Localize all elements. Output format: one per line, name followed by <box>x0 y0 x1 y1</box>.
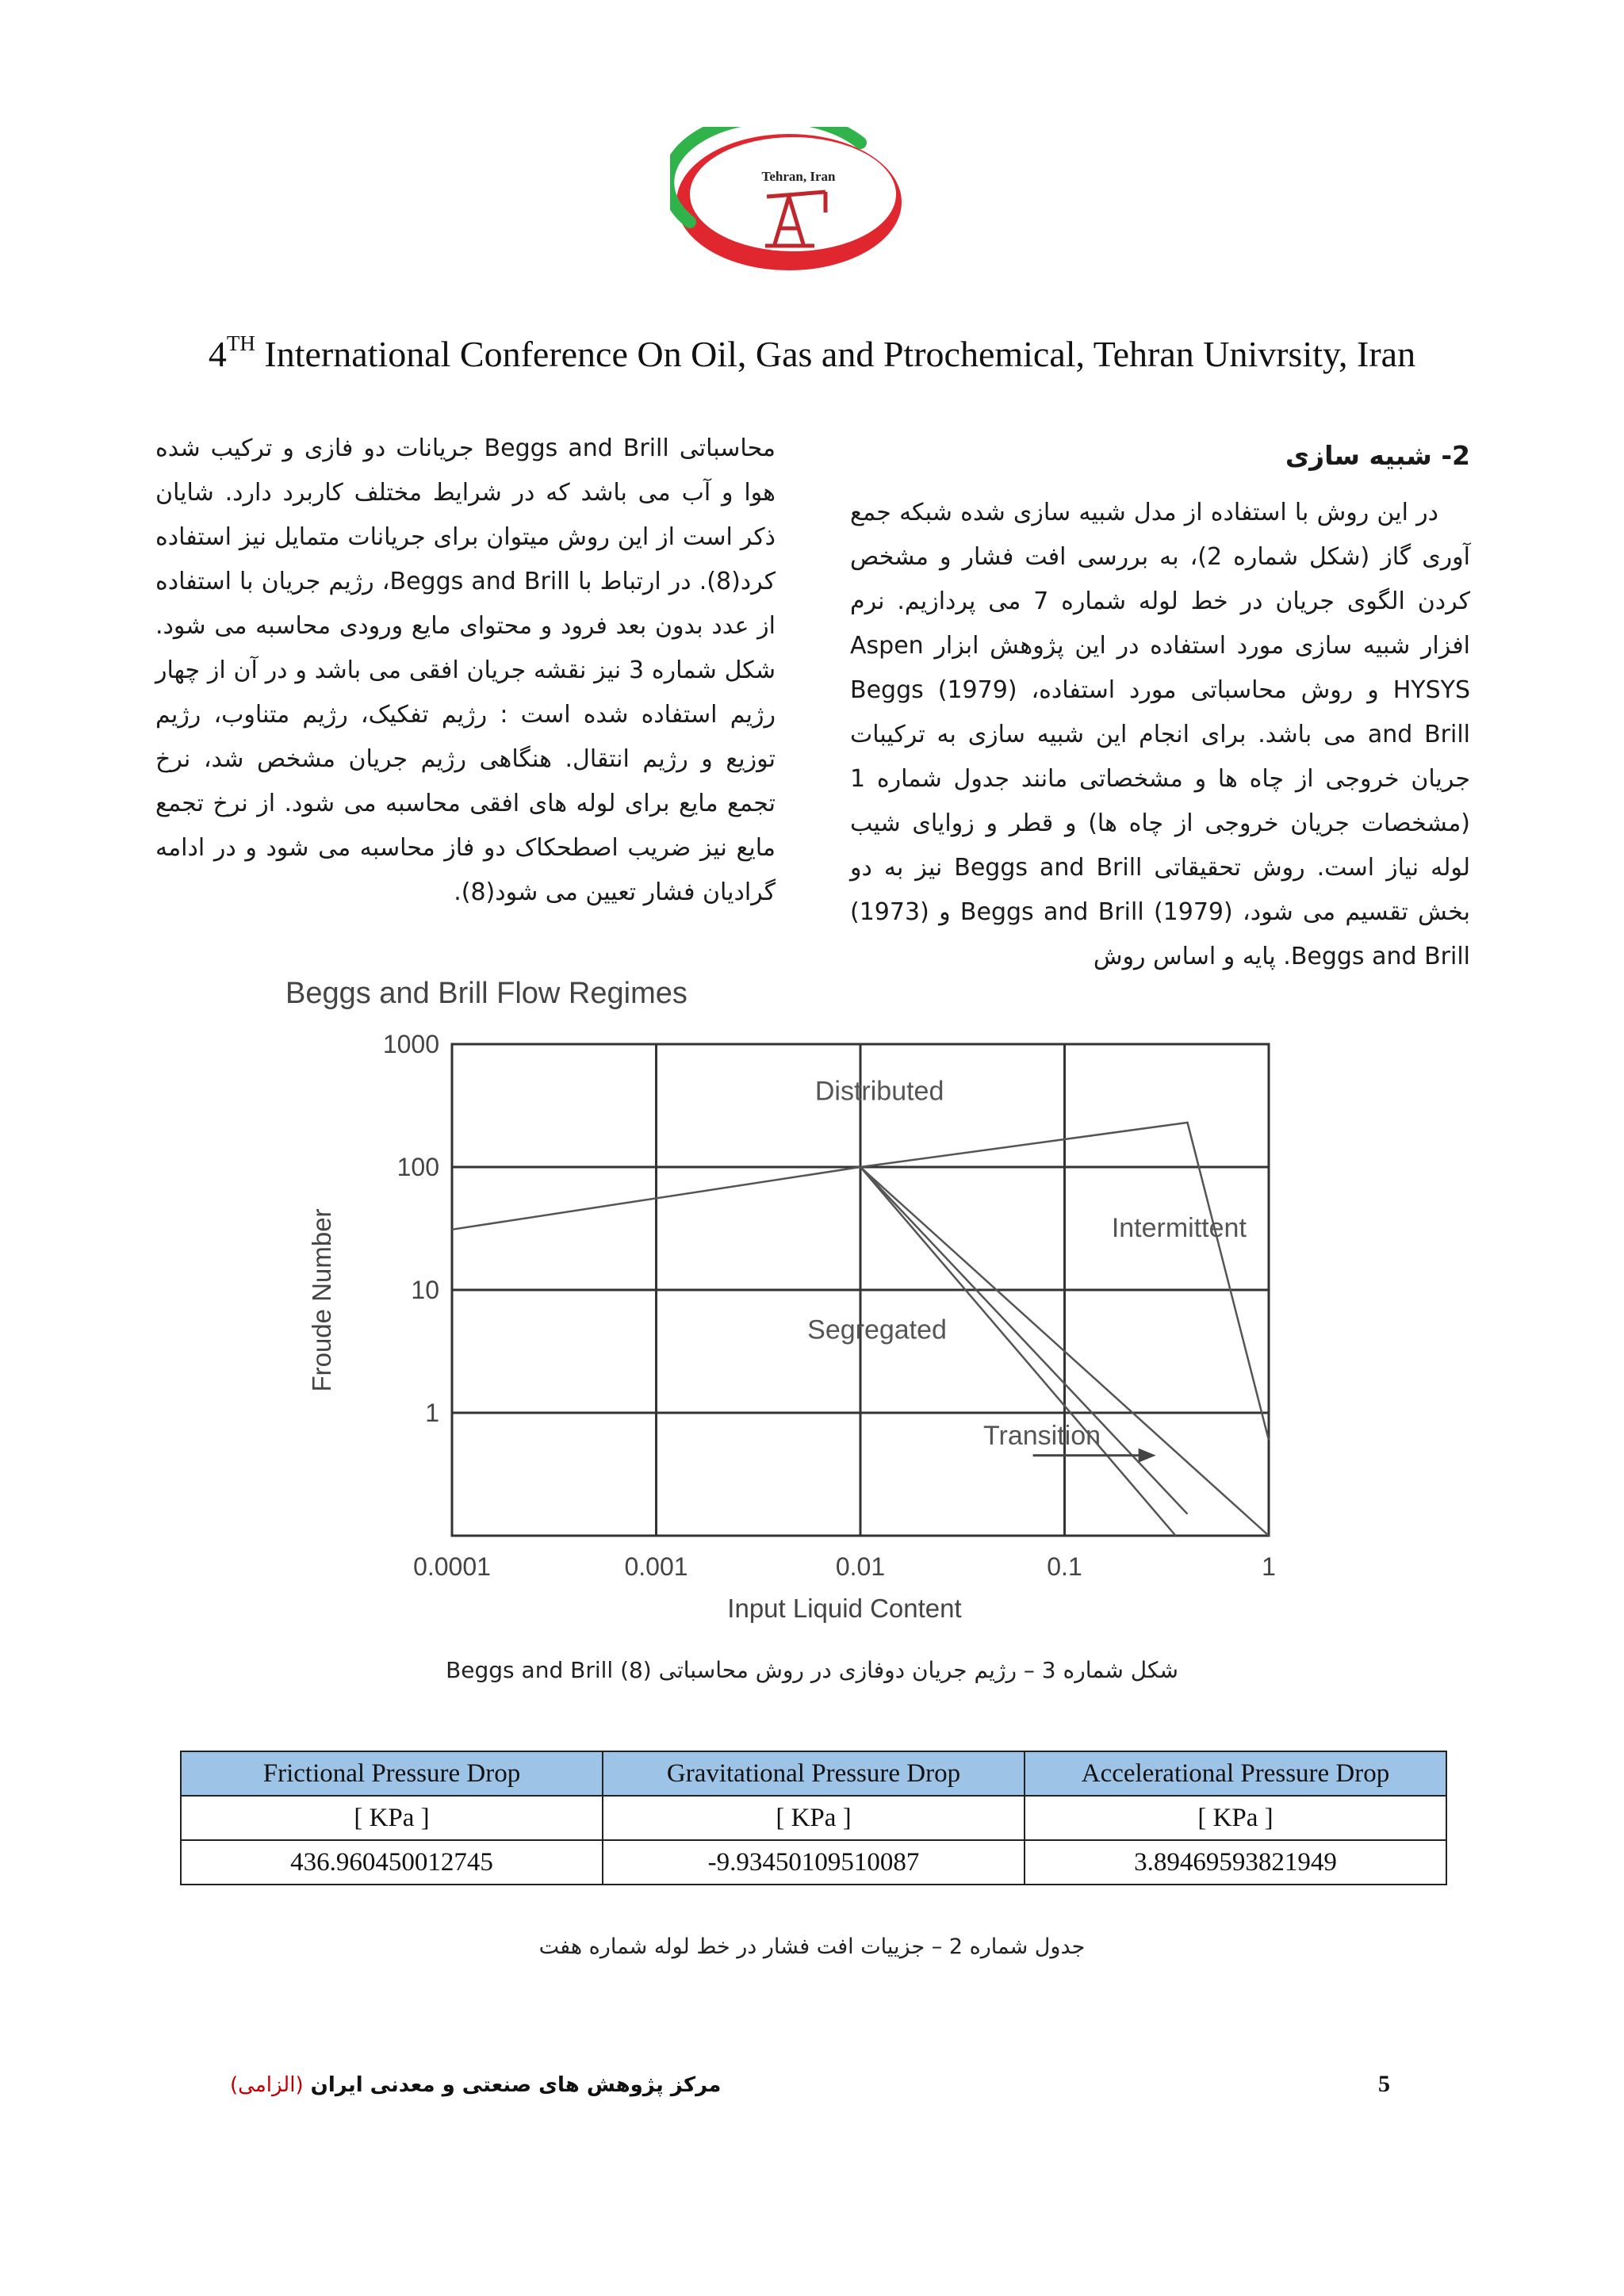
chart-grid <box>452 1044 1269 1536</box>
x-tick-label: 0.001 <box>624 1552 688 1581</box>
conference-title <box>0 331 1624 375</box>
organization-name: مرکز پژوهش های صنعتی و معدنی ایران <box>310 2073 722 2097</box>
flow-regime-chart <box>270 967 1332 1649</box>
x-tick-label: 0.0001 <box>413 1552 491 1581</box>
unit-cell: [ KPa ] <box>1025 1796 1446 1840</box>
header-accelerational: Accelerational Pressure Drop <box>1025 1751 1446 1796</box>
value-gravitational: -9.93450109510087 <box>603 1840 1025 1885</box>
value-frictional: 436.960450012745 <box>181 1840 603 1885</box>
right-paragraph: در این روش با استفاده از مدل شبیه سازی شده شبکه جمع آوری گاز (شکل شماره 2)، به بررسی افت فشار و مشخص کردن الگوی جریان در خط لوله شماره 7 می پردازیم. نرم افزار شبیه سازی مورد استفاده در این پژوهش ابزار Aspen HYSYS و روش محاسباتی مورد استفاده، (1979) Beggs and Brill می باشد. برای انجام این شبیه سازی به ترکیبات جریان خروجی از چاه ها و مشخصاتی مانند جدول شماره 1 (مشخصات جریان خروجی از چاه ها) و قطر و زوایای شیب لوله نیاز است. روش تحقیقاتی Beggs and Brill نیز به دو بخش تقسیم می شود، Beggs and Brill (1979) و (1973) Beggs and Brill. پایه و اساس روش <box>850 499 1471 970</box>
y-tick-label: 1 <box>425 1399 439 1427</box>
annotation-transition: Transition <box>983 1421 1101 1452</box>
y-tick-label: 10 <box>411 1276 439 1304</box>
chart-ticks <box>383 1030 1276 1581</box>
annotation-distributed: Distributed <box>814 1076 944 1107</box>
title-text: International Conference On Oil, Gas and Ptrochemical, Tehran Univrsity, Iran <box>255 334 1416 374</box>
transition-arrow-head <box>1139 1448 1156 1463</box>
logo-text: Tehran, Iran <box>761 169 836 184</box>
chart-title: Beggs and Brill Flow Regimes <box>285 977 688 1010</box>
header-frictional: Frictional Pressure Drop <box>181 1751 603 1796</box>
y-tick-label: 100 <box>396 1153 439 1181</box>
unit-cell: [ KPa ] <box>603 1796 1025 1840</box>
title-superscript: TH <box>226 331 255 355</box>
unit-cell: [ KPa ] <box>181 1796 603 1840</box>
title-number: 4 <box>208 334 227 374</box>
left-paragraph: محاسباتی Beggs and Brill جریانات دو فازی و ترکیب شده هوا و آب می باشد که در شرایط مختلف کاربرد دارد. شایان ذکر است از این روش میتوان برای جریانات متمایل نیز استفاده کرد(8). در ارتباط با Beggs and Brill، رژیم جریان با استفاده از عدد بدون بعد فرود و محتوای مایع ورودی محاسبه می شود. شکل شماره 3 نیز نقشه جریان افقی می باشد و در آن از چهار رژیم استفاده شده است : رژیم تفکیک، رژیم متناوب، رژیم توزیع و رژیم انتقال. هنگاهی رژیم جریان مشخص شد، نرخ تجمع مایع برای لوله های افقی محاسبه می شود. از نرخ تجمع مایع نیز ضریب اصطحکاک دو فاز محاسبه می شود و در ادامه گرادیان فشار تعیین می شود(8). <box>155 434 776 906</box>
pressure-drop-table <box>180 1751 1447 1885</box>
footer-organization <box>230 2073 721 2097</box>
value-accelerational: 3.89469593821949 <box>1025 1840 1446 1885</box>
chart-annotations <box>807 1077 1247 1463</box>
page-number: 5 <box>1378 2071 1390 2097</box>
y-tick-label: 1000 <box>382 1030 439 1058</box>
header-gravitational: Gravitational Pressure Drop <box>603 1751 1025 1796</box>
conference-logo <box>670 127 908 277</box>
table-row <box>181 1796 1446 1840</box>
annotation-intermittent: Intermittent <box>1111 1213 1247 1244</box>
table-header-row <box>181 1751 1446 1796</box>
annotation-segregated: Segregated <box>807 1314 947 1345</box>
table-row <box>181 1840 1446 1885</box>
right-text-column <box>850 432 1470 979</box>
left-text-column <box>155 427 776 915</box>
y-axis-label: Froude Number <box>307 1208 336 1392</box>
table-caption: جدول شماره 2 – جزییات افت فشار در خط لوله شماره هفت <box>538 1934 1086 1959</box>
x-tick-label: 1 <box>1262 1552 1276 1581</box>
figure-caption: شکل شماره 3 – رژیم جریان دوفازی در روش محاسباتی Beggs and Brill (8) <box>446 1657 1178 1683</box>
x-tick-label: 0.1 <box>1047 1552 1082 1581</box>
x-axis-label: Input Liquid Content <box>727 1594 962 1623</box>
section-heading: 2- شبیه سازی <box>1285 440 1470 471</box>
required-note: (الزامی) <box>230 2073 304 2097</box>
x-tick-label: 0.01 <box>835 1552 886 1581</box>
